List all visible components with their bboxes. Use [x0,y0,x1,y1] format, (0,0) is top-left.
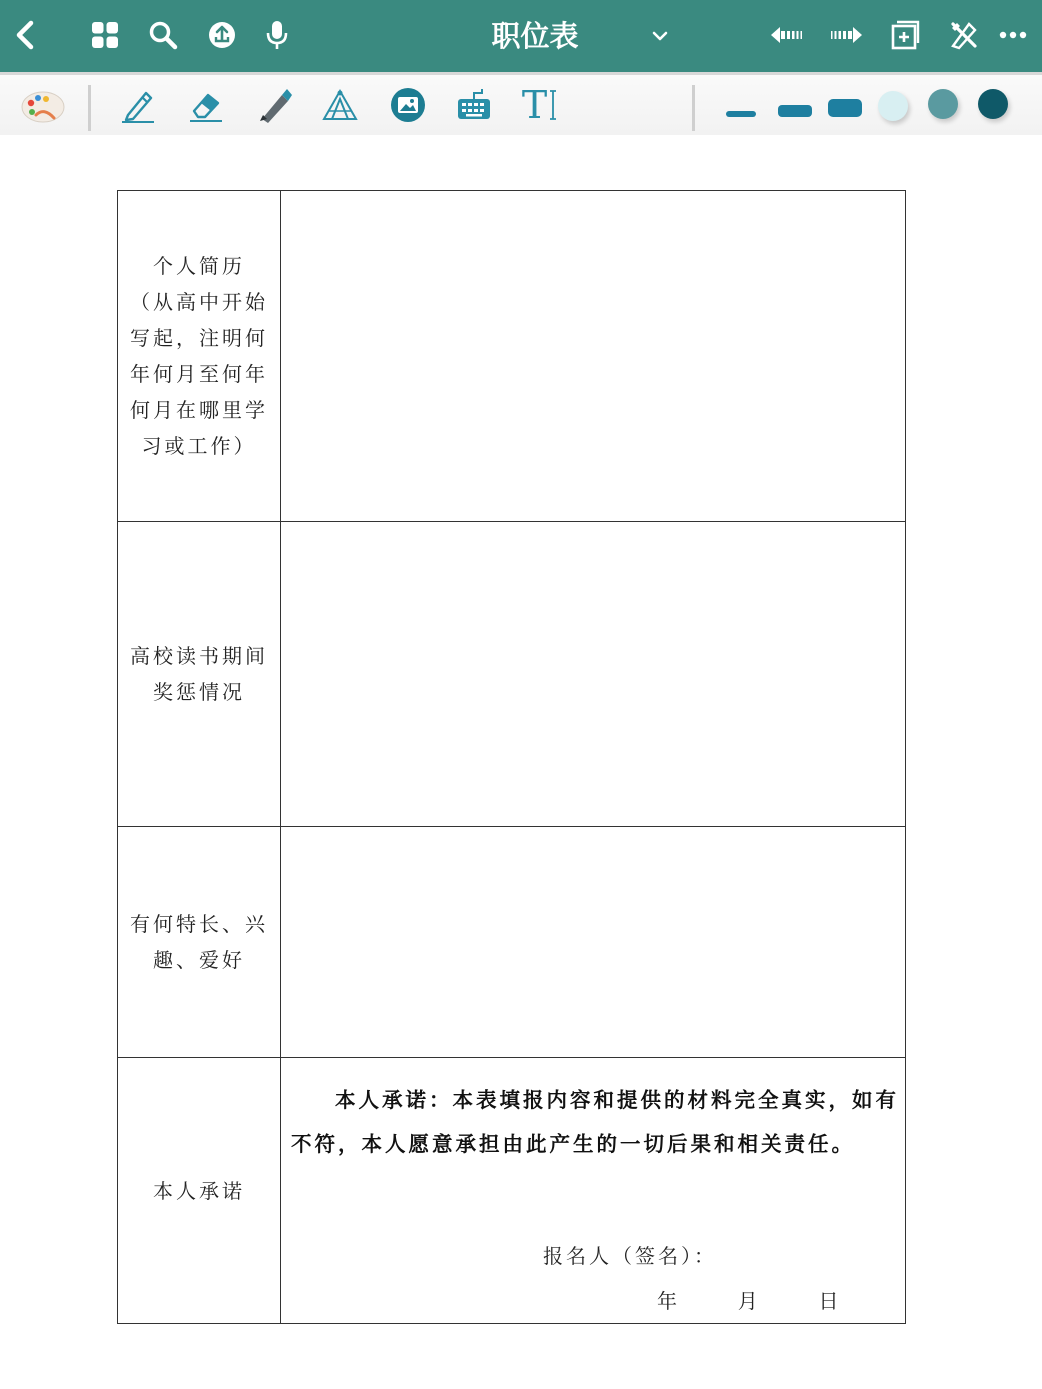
more-icon [999,30,1027,40]
document-page [117,190,905,1324]
tools-icon [949,20,979,50]
hobbies-content-cell[interactable] [281,827,906,1058]
top-bar [0,0,1042,72]
undo-button[interactable] [766,14,808,56]
label-line: 奖惩情况 [153,680,245,704]
table-row [118,827,906,1058]
voice-button[interactable] [256,14,298,56]
share-button[interactable] [201,14,243,56]
image-icon [388,85,428,125]
pen-tool[interactable] [116,83,160,127]
document-title[interactable]: 职位表 [491,19,579,53]
date-day-label: 日 [818,1289,839,1313]
date-year-label: 年 [657,1289,677,1313]
color-swatch-medium[interactable] [928,89,958,119]
color-swatch-light[interactable] [878,91,908,121]
keyboard-icon [454,85,494,125]
search-icon [148,20,178,50]
grid-icon [91,21,119,49]
keyboard-tool[interactable] [452,83,496,127]
undo-icon [770,25,804,45]
title-dropdown-button[interactable] [646,22,674,54]
image-tool[interactable] [386,83,430,127]
stroke-width-medium[interactable] [778,105,812,117]
label-line: 个人简历 [153,254,245,278]
label-line: （从高中开始 [130,290,268,314]
date-line [657,1285,838,1314]
more-button[interactable] [992,14,1034,56]
label-line: 习或工作） [141,434,257,458]
add-page-button[interactable] [884,14,926,56]
table-row [118,522,906,827]
table-row [118,191,906,522]
marker-icon [254,85,294,125]
label-line: 有何特长、兴 [130,912,268,936]
stroke-width-thin[interactable] [726,111,756,117]
back-icon [12,20,38,50]
signature-label: 报名人（签名）： [543,1244,717,1268]
text-tool[interactable] [518,83,562,127]
eraser-tool[interactable] [184,83,228,127]
hobbies-label-cell [118,827,281,1058]
label-line: 何月在哪里学 [130,398,268,422]
text-cursor-icon [548,85,558,125]
eraser-icon [186,85,226,125]
label-line: 年何月至何年 [130,362,268,386]
geometry-tool[interactable] [318,83,362,127]
color-swatch-dark[interactable] [978,89,1008,119]
text-icon: T [521,83,548,127]
label-line: 高校读书期间 [130,644,268,668]
search-button[interactable] [142,14,184,56]
back-button[interactable] [4,14,46,56]
redo-icon [829,25,863,45]
share-icon [207,20,237,50]
date-month-label: 月 [737,1289,758,1313]
label-line: 本人承诺 [153,1178,245,1203]
toolbar-divider [88,85,91,131]
pledge-statement: 本人承诺：本表填报内容和提供的材料完全真实，如有不符，本人愿意承担由此产生的一切后果和相关责任。 [291,1088,899,1156]
marker-tool[interactable] [252,83,296,127]
grid-button[interactable] [84,14,126,56]
resume-label-cell [118,191,281,522]
toolbar-divider [692,85,695,131]
redo-button[interactable] [825,14,867,56]
mic-icon [265,19,289,51]
pledge-label-cell [118,1058,281,1324]
label-line: 趣、爱好 [153,948,245,972]
table-row [118,1058,906,1324]
palette-tool[interactable] [18,83,68,127]
label-line: 写起，注明何 [130,326,268,350]
add-page-icon [890,20,920,50]
pledge-content-cell[interactable] [281,1058,906,1324]
geometry-icon [320,85,360,125]
tools-button[interactable] [943,14,985,56]
awards-label-cell [118,522,281,827]
dropdown-icon [646,22,674,50]
resume-content-cell[interactable] [281,191,906,522]
application-form-table [117,190,906,1324]
stroke-width-thick[interactable] [828,99,862,117]
awards-content-cell[interactable] [281,522,906,827]
pen-icon [118,85,158,125]
drawing-toolbar [0,72,1042,135]
palette-icon [18,85,68,125]
